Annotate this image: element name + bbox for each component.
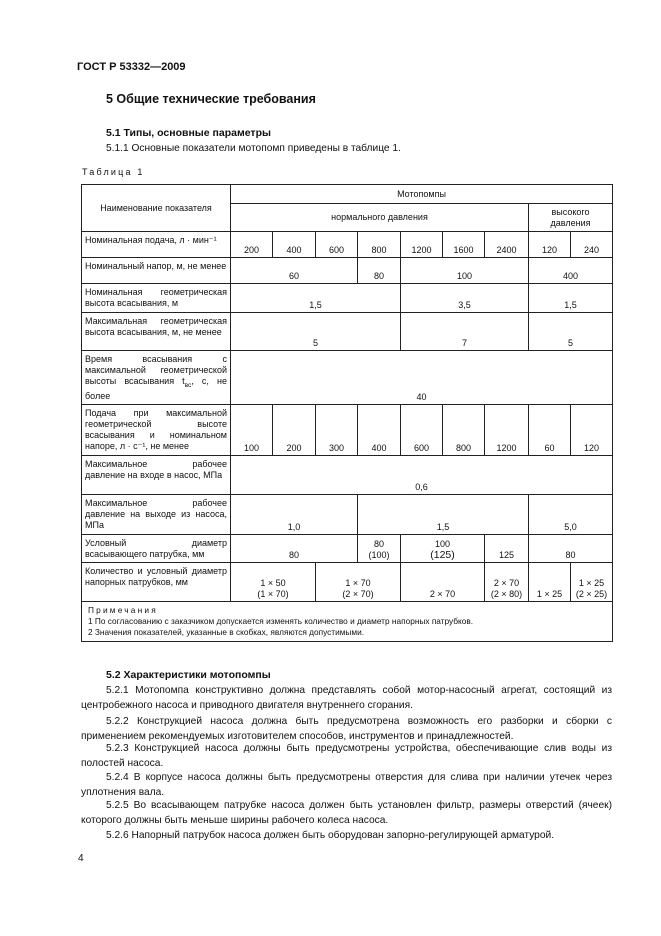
label-part: Время всасывания с максимальной геометрической высоты всасывания t bbox=[85, 354, 227, 386]
table-cell: 400 bbox=[529, 258, 613, 284]
table-cell: 200 bbox=[273, 404, 316, 455]
parameters-table bbox=[81, 184, 613, 642]
cell-line: 100 bbox=[434, 538, 451, 549]
paragraph-5-2-3: 5.2.3 Конструкцией насоса должны быть предусмотрены устройства, обеспечивающие слив воды из полостей насоса. bbox=[81, 743, 612, 769]
table-cell bbox=[571, 562, 613, 601]
cell-line: (1 × 70) bbox=[257, 588, 289, 599]
cell-line: 1 × 50 bbox=[260, 577, 286, 588]
table-cell: 0,6 bbox=[231, 455, 613, 494]
table-cell: 60 bbox=[231, 258, 358, 284]
table-cell: 5 bbox=[231, 313, 401, 351]
page-number: 4 bbox=[78, 853, 84, 864]
paragraph-5-2-1: 5.2.1 Мотопомпа конструктивно должна представлять собой мотор-насосный агрегат, состоящий из центробежного насоса и приводного двигателя внутреннего сгорания. bbox=[81, 685, 612, 711]
table-cell: 5 bbox=[529, 313, 613, 351]
paragraph-5-2-5: 5.2.5 Во всасывающем патрубке насоса должен быть установлен фильтр, размеры отверстий (ячеек) которого должны быть меньше ширины рабочего колеса насоса. bbox=[81, 800, 612, 826]
table-cell: 300 bbox=[316, 404, 358, 455]
cell-line: (2 × 25) bbox=[575, 588, 608, 599]
subsection-title-5-2: 5.2 Характеристики мотопомпы bbox=[106, 669, 271, 681]
cell-line: (125) bbox=[430, 548, 455, 561]
cell-line: (100) bbox=[368, 549, 390, 560]
row-label-outlet-count: Количество и условный диаметр напорных патрубков, мм bbox=[82, 562, 231, 601]
table-cell: 800 bbox=[443, 404, 485, 455]
table-header-high: высокого давления bbox=[529, 204, 613, 232]
table-cell: 80 bbox=[358, 258, 401, 284]
table-cell: 1600 bbox=[443, 232, 485, 258]
table-cell bbox=[485, 562, 529, 601]
table-cell: 800 bbox=[358, 232, 401, 258]
table-cell: 125 bbox=[485, 534, 529, 562]
paragraph-5-1-1: 5.1.1 Основные показатели мотопомп приведены в таблице 1. bbox=[106, 143, 401, 154]
row-label-outlet-pressure: Максимальное рабочее давление на выходе из насоса, МПа bbox=[82, 494, 231, 534]
table-cell: 7 bbox=[401, 313, 529, 351]
label-part: , с, не более bbox=[85, 376, 227, 401]
paragraph-5-2-6: 5.2.6 Напорный патрубок насоса должен быть оборудован запорно-регулирующей арматурой. bbox=[106, 830, 555, 841]
table-cell: 60 bbox=[529, 404, 571, 455]
cell-line: 1 × 25 bbox=[578, 577, 605, 588]
table-cell bbox=[401, 534, 485, 562]
cell-line: (2 × 80) bbox=[490, 588, 523, 599]
table-cell bbox=[316, 562, 401, 601]
table-cell: 120 bbox=[529, 232, 571, 258]
table-cell: 200 bbox=[231, 232, 273, 258]
row-label-inlet-pressure: Максимальное рабочее давление на входе в насос, МПа bbox=[82, 455, 231, 494]
table-cell: 240 bbox=[571, 232, 613, 258]
table-cell: 100 bbox=[231, 404, 273, 455]
table-cell: 120 bbox=[571, 404, 613, 455]
table-cell: 2400 bbox=[485, 232, 529, 258]
table-cell bbox=[231, 562, 316, 601]
table-cell: 1,5 bbox=[529, 284, 613, 313]
document-header: ГОСТ Р 53332—2009 bbox=[77, 61, 186, 73]
table-notes bbox=[82, 601, 613, 641]
table-cell: 1,5 bbox=[358, 494, 529, 534]
table-cell: 2 × 70 bbox=[401, 562, 485, 601]
row-label-flow: Номинальная подача, л · мин⁻¹ bbox=[82, 232, 231, 258]
section-title: 5 Общие технические требования bbox=[106, 92, 316, 106]
table-cell: 1200 bbox=[485, 404, 529, 455]
table-cell: 400 bbox=[358, 404, 401, 455]
table-header-param: Наименование показателя bbox=[82, 185, 231, 232]
cell-line: 80 bbox=[373, 538, 384, 549]
cell-line: (2 × 70) bbox=[342, 588, 374, 599]
table-cell: 1,5 bbox=[231, 284, 401, 313]
label-subscript: вс bbox=[184, 381, 192, 389]
cell-line: 1 × 70 bbox=[345, 577, 371, 588]
row-label-flow-max-suction: Подача при максимальной геометрической высоте всасывания и номинальном напоре, л · с⁻¹, не менее bbox=[82, 404, 231, 455]
row-label-suction-time bbox=[82, 351, 231, 405]
table-caption: Таблица 1 bbox=[82, 167, 145, 177]
table-cell: 3,5 bbox=[401, 284, 529, 313]
paragraph-5-2-4: 5.2.4 В корпусе насоса должны быть предусмотрены отверстия для слива при наличии утечек через уплотнения вала. bbox=[81, 772, 612, 798]
table-cell: 5,0 bbox=[529, 494, 613, 534]
notes-title: Примечания bbox=[88, 604, 158, 615]
table-cell bbox=[358, 534, 401, 562]
note-2: 2 Значения показателей, указанные в скобках, являются допустимыми. bbox=[88, 626, 365, 637]
cell-line: 2 × 70 bbox=[493, 577, 520, 588]
note-1: 1 По согласованию с заказчиком допускается изменять количество и диаметр напорных патрубков. bbox=[88, 615, 474, 626]
table-cell: 80 bbox=[231, 534, 358, 562]
row-label-suction-height: Номинальная геометрическая высота всасывания, м bbox=[82, 284, 231, 313]
paragraph-5-2-2: 5.2.2 Конструкцией насоса должна быть предусмотрена возможность его разборки и сборки с применением рекомендуемых изготовителем способов, инструментов и принадлежностей. bbox=[81, 716, 612, 742]
table-cell: 1200 bbox=[401, 232, 443, 258]
row-label-head: Номинальный напор, м, не менее bbox=[82, 258, 231, 284]
table-cell: 80 bbox=[529, 534, 613, 562]
table-header-normal: нормального давления bbox=[231, 204, 529, 232]
table-cell: 600 bbox=[401, 404, 443, 455]
subsection-title-5-1: 5.1 Типы, основные параметры bbox=[106, 127, 271, 139]
table-cell: 400 bbox=[273, 232, 316, 258]
table-cell: 1,0 bbox=[231, 494, 358, 534]
table-cell: 600 bbox=[316, 232, 358, 258]
table-cell: 1 × 25 bbox=[529, 562, 571, 601]
table-cell: 100 bbox=[401, 258, 529, 284]
table-cell: 40 bbox=[231, 351, 613, 405]
row-label-suction-diameter: Условный диаметр всасывающего патрубка, мм bbox=[82, 534, 231, 562]
row-label-max-suction: Максимальная геометрическая высота всасывания, м, не менее bbox=[82, 313, 231, 351]
table-header-group: Мотопомпы bbox=[231, 185, 613, 204]
